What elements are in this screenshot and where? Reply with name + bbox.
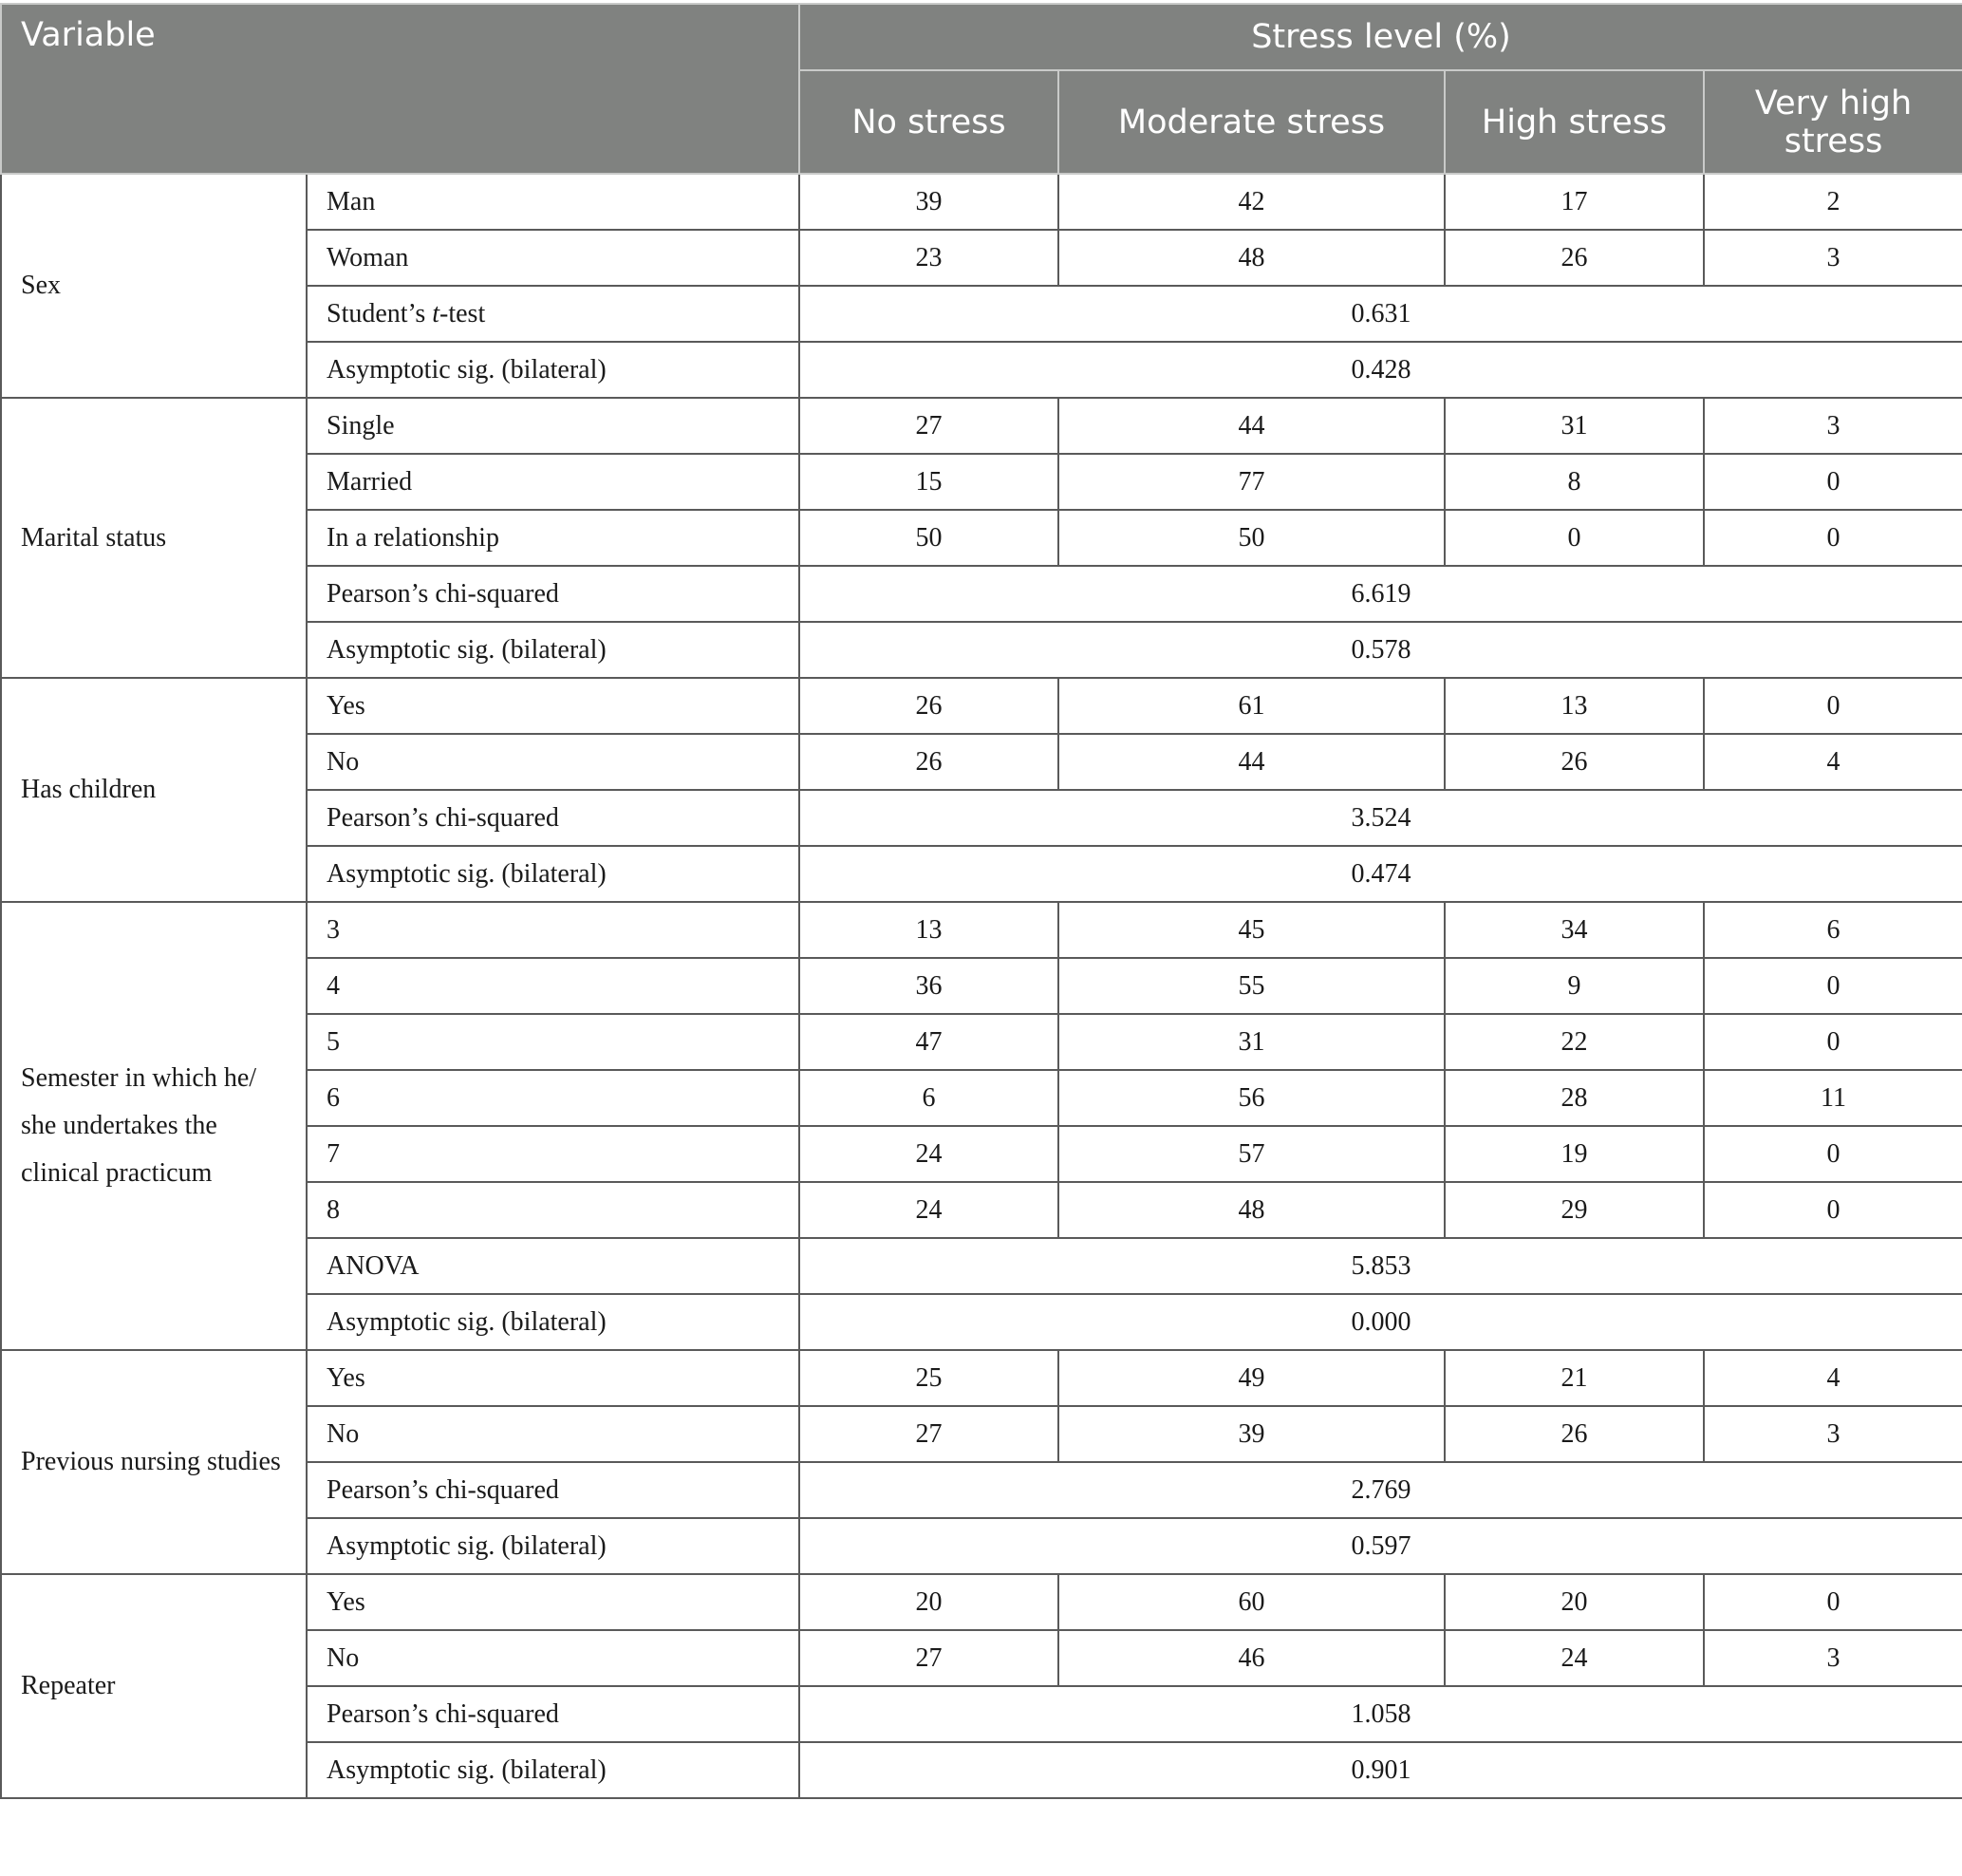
percentage-cell: 42 [1058,174,1445,230]
percentage-cell: 50 [799,510,1058,566]
category-label: Yes [307,678,799,734]
percentage-cell: 27 [799,1406,1058,1462]
percentage-cell: 0 [1445,510,1704,566]
category-label: Married [307,454,799,510]
percentage-cell: 0 [1704,958,1962,1014]
significance-label: Asymptotic sig. (bilateral) [307,1518,799,1574]
significance-label: Asymptotic sig. (bilateral) [307,1294,799,1350]
percentage-cell: 34 [1445,902,1704,958]
variable-name: Has children [1,678,307,902]
percentage-cell: 0 [1704,1126,1962,1182]
test-value: 6.619 [799,566,1962,622]
percentage-cell: 26 [799,678,1058,734]
percentage-cell: 25 [799,1350,1058,1406]
test-value: 2.769 [799,1462,1962,1518]
percentage-cell: 3 [1704,398,1962,454]
test-label-suffix: -test [439,298,486,328]
percentage-cell: 31 [1058,1014,1445,1070]
category-label: 3 [307,902,799,958]
percentage-cell: 50 [1058,510,1445,566]
category-label: Woman [307,230,799,286]
significance-value: 0.428 [799,342,1962,398]
category-label: No [307,734,799,790]
percentage-cell: 0 [1704,678,1962,734]
table-body [1,174,1962,1798]
percentage-cell: 56 [1058,1070,1445,1126]
table-row [1,174,1962,230]
percentage-cell: 11 [1704,1070,1962,1126]
percentage-cell: 21 [1445,1350,1704,1406]
test-value: 5.853 [799,1238,1962,1294]
percentage-cell: 0 [1704,1182,1962,1238]
percentage-cell: 20 [799,1574,1058,1630]
percentage-cell: 47 [799,1014,1058,1070]
percentage-cell: 26 [799,734,1058,790]
percentage-cell: 6 [799,1070,1058,1126]
percentage-cell: 55 [1058,958,1445,1014]
percentage-cell: 46 [1058,1630,1445,1686]
category-label: 4 [307,958,799,1014]
table-row [1,678,1962,734]
percentage-cell: 48 [1058,1182,1445,1238]
category-label: In a relationship [307,510,799,566]
percentage-cell: 39 [799,174,1058,230]
percentage-cell: 2 [1704,174,1962,230]
significance-value: 0.901 [799,1742,1962,1798]
percentage-cell: 0 [1704,510,1962,566]
table-row [1,1574,1962,1630]
percentage-cell: 29 [1445,1182,1704,1238]
variable-name: Sex [1,174,307,398]
percentage-cell: 26 [1445,230,1704,286]
significance-value: 0.000 [799,1294,1962,1350]
percentage-cell: 45 [1058,902,1445,958]
percentage-cell: 13 [799,902,1058,958]
percentage-cell: 6 [1704,902,1962,958]
test-label-prefix: Student’s [327,298,433,328]
category-label: No [307,1406,799,1462]
percentage-cell: 26 [1445,1406,1704,1462]
percentage-cell: 22 [1445,1014,1704,1070]
test-label [307,286,799,342]
percentage-cell: 4 [1704,734,1962,790]
percentage-cell: 44 [1058,734,1445,790]
significance-value: 0.474 [799,846,1962,902]
percentage-cell: 27 [799,1630,1058,1686]
percentage-cell: 3 [1704,1630,1962,1686]
significance-label: Asymptotic sig. (bilateral) [307,342,799,398]
percentage-cell: 26 [1445,734,1704,790]
percentage-cell: 49 [1058,1350,1445,1406]
test-label: Pearson’s chi-squared [307,1462,799,1518]
percentage-cell: 24 [799,1126,1058,1182]
category-label: 7 [307,1126,799,1182]
category-label: Single [307,398,799,454]
percentage-cell: 19 [1445,1126,1704,1182]
percentage-cell: 24 [799,1182,1058,1238]
percentage-cell: 39 [1058,1406,1445,1462]
significance-label: Asymptotic sig. (bilateral) [307,1742,799,1798]
percentage-cell: 24 [1445,1630,1704,1686]
significance-label: Asymptotic sig. (bilateral) [307,622,799,678]
variable-name: Repeater [1,1574,307,1798]
significance-label: Asymptotic sig. (bilateral) [307,846,799,902]
table-row [1,902,1962,958]
category-label: Yes [307,1350,799,1406]
table-row [1,1350,1962,1406]
percentage-cell: 17 [1445,174,1704,230]
variable-header: Variable [1,4,799,174]
category-label: No [307,1630,799,1686]
percentage-cell: 3 [1704,230,1962,286]
test-label: Pearson’s chi-squared [307,790,799,846]
test-label: Pearson’s chi-squared [307,566,799,622]
category-label: 6 [307,1070,799,1126]
test-label: Pearson’s chi-squared [307,1686,799,1742]
column-header-moderate-stress: Moderate stress [1058,70,1445,174]
test-label-italic: t [432,298,440,328]
test-value: 3.524 [799,790,1962,846]
category-label: Man [307,174,799,230]
percentage-cell: 4 [1704,1350,1962,1406]
percentage-cell: 44 [1058,398,1445,454]
percentage-cell: 0 [1704,1014,1962,1070]
percentage-cell: 9 [1445,958,1704,1014]
stress-level-table [0,3,1962,1799]
percentage-cell: 20 [1445,1574,1704,1630]
percentage-cell: 27 [799,398,1058,454]
table-row [1,398,1962,454]
percentage-cell: 0 [1704,1574,1962,1630]
percentage-cell: 8 [1445,454,1704,510]
test-value: 1.058 [799,1686,1962,1742]
percentage-cell: 57 [1058,1126,1445,1182]
column-header-no-stress: No stress [799,70,1058,174]
column-header-high-stress: High stress [1445,70,1704,174]
test-value: 0.631 [799,286,1962,342]
percentage-cell: 3 [1704,1406,1962,1462]
variable-name: Marital status [1,398,307,678]
column-header-very-high-stress: Very high stress [1704,70,1962,174]
percentage-cell: 0 [1704,454,1962,510]
percentage-cell: 61 [1058,678,1445,734]
percentage-cell: 77 [1058,454,1445,510]
variable-name: Semester in which he/ she undertakes the clinical practicum [1,902,307,1350]
percentage-cell: 48 [1058,230,1445,286]
percentage-cell: 31 [1445,398,1704,454]
significance-value: 0.578 [799,622,1962,678]
percentage-cell: 36 [799,958,1058,1014]
category-label: 8 [307,1182,799,1238]
test-label: ANOVA [307,1238,799,1294]
category-label: Yes [307,1574,799,1630]
percentage-cell: 13 [1445,678,1704,734]
significance-value: 0.597 [799,1518,1962,1574]
percentage-cell: 60 [1058,1574,1445,1630]
stress-level-header: Stress level (%) [799,4,1962,70]
variable-name: Previous nursing studies [1,1350,307,1574]
percentage-cell: 23 [799,230,1058,286]
percentage-cell: 28 [1445,1070,1704,1126]
category-label: 5 [307,1014,799,1070]
percentage-cell: 15 [799,454,1058,510]
table-header [1,4,1962,174]
